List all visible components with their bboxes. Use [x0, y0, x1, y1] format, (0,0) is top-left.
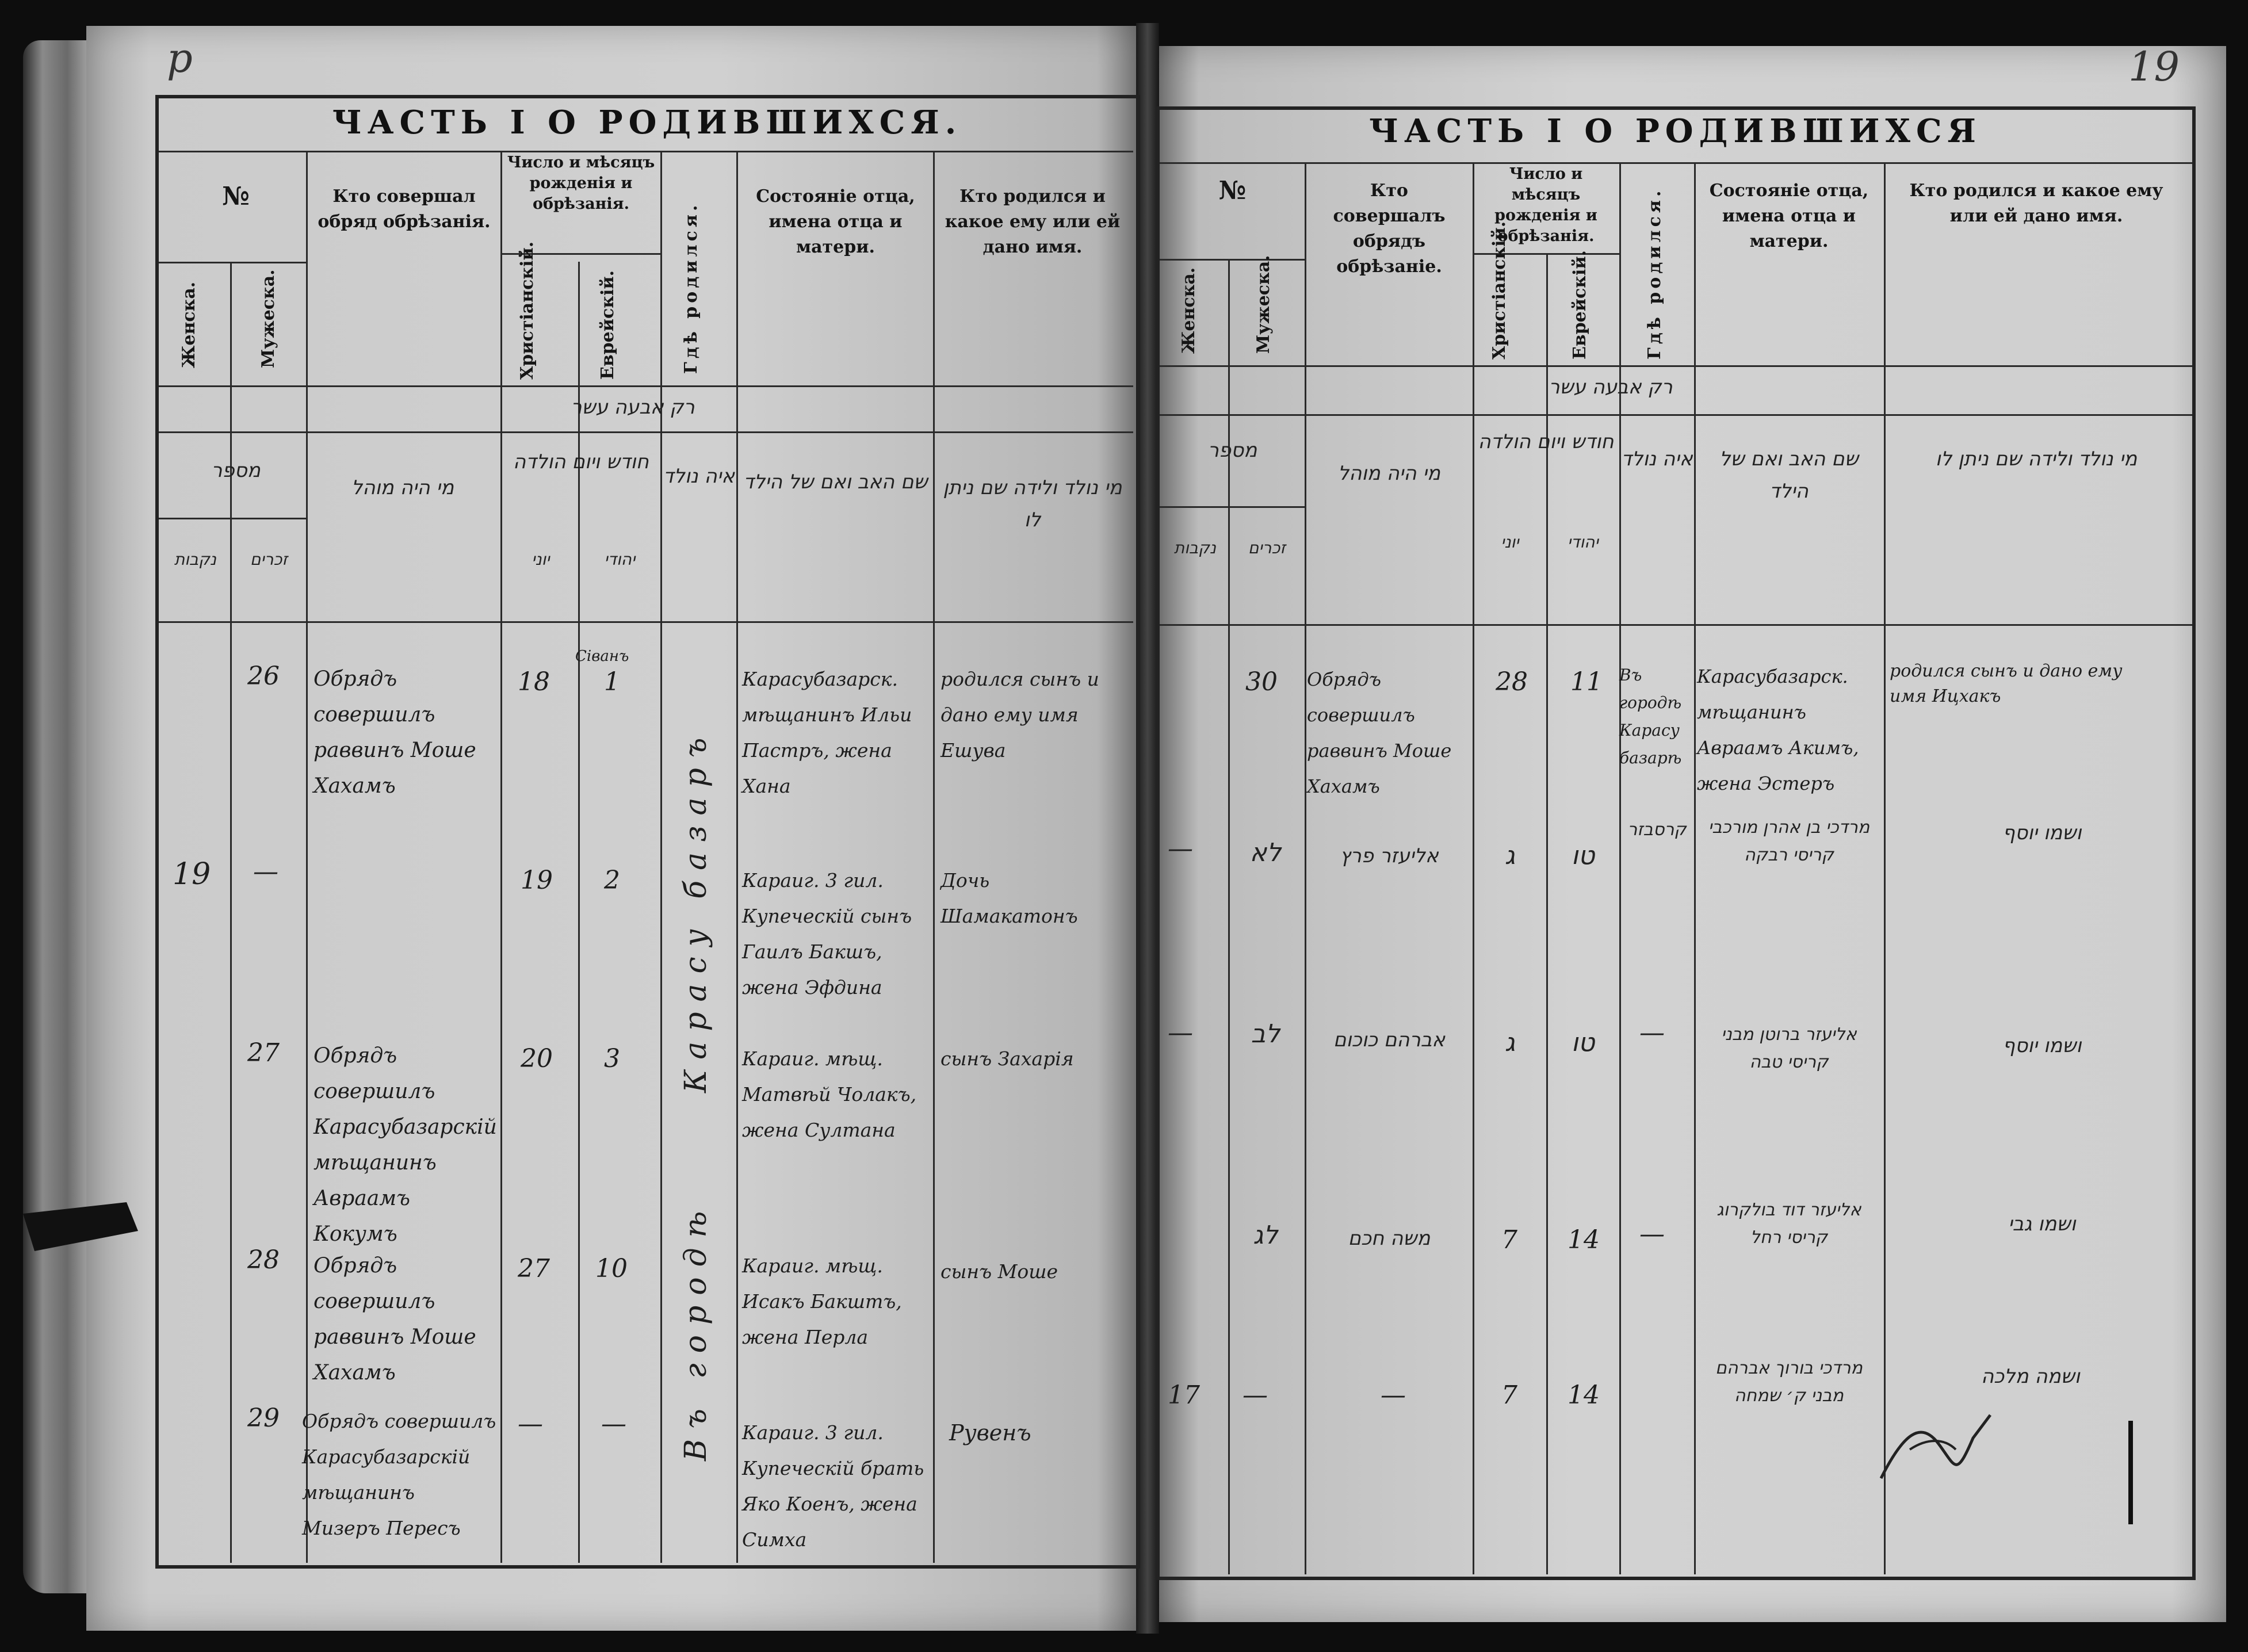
parents-cell: אליעזר ברוטן מבני קריסי טבה: [1721, 1024, 1857, 1072]
female-number: 19: [173, 857, 211, 892]
performer-cell: Обрядъ совершилъ раввинъ Моше Хахамъ: [1307, 668, 1452, 797]
female-number: —: [1168, 834, 1193, 863]
hebrew-male-sub: זכרים: [250, 550, 288, 569]
child-header: Кто родился и какое ему или ей дано имя.: [1909, 181, 2163, 226]
christian-header: Христіанскій.: [1489, 221, 1509, 360]
female-number: 17: [1168, 1381, 1200, 1410]
male-number: 26: [247, 661, 280, 691]
male-number: לא: [1249, 838, 1282, 867]
divider: [1160, 624, 2192, 626]
performer-cell: Обрядъ совершилъ раввинъ Моше Хахамъ: [314, 1254, 476, 1385]
col-divider: [660, 151, 662, 1563]
divider: [1160, 414, 2192, 416]
page-number: 19: [2128, 43, 2180, 90]
left-table-frame: [155, 95, 1140, 1569]
jewish-date: 14: [1568, 1381, 1600, 1410]
child-cell: сынъ Моше: [941, 1260, 1058, 1283]
performer-cell: משה חכם: [1348, 1227, 1431, 1250]
jewish-date: 14: [1568, 1225, 1600, 1255]
child-cell: ושמו גבי: [2008, 1213, 2076, 1236]
date-header: Число и мѣсяцъ рожденія и обрѣзанія.: [507, 154, 655, 213]
christian-date: 19: [521, 866, 553, 895]
parents-cell: מרדכי בורוך אברהם מבני ק׳ שמחה: [1715, 1358, 1863, 1406]
jewish-header: Еврейскій.: [598, 270, 618, 380]
hebrew-female-sub: נקבות: [174, 550, 217, 569]
hebrew-child-header: מי נולד ולידה שם ניתן לו: [1935, 448, 2138, 471]
christian-date: 27: [518, 1254, 550, 1283]
hebrew-place-header: איה נולד: [663, 465, 735, 488]
divider: [159, 518, 306, 519]
jewish-date: טו: [1571, 1028, 1595, 1057]
parents-cell: Карасубазарск. мѣщанинъ Авраамъ Акимъ, жена Эстеръ: [1697, 666, 1859, 794]
place-vertical-text: Карасу базаръ: [679, 727, 713, 1093]
place-header: Гдѣ родился.: [681, 201, 701, 374]
col-divider: [500, 151, 502, 1563]
hebrew-performer-header: מי היה מוהל: [351, 476, 454, 499]
child-cell: ושמה מלכה: [1981, 1365, 2081, 1388]
jewish-month-note: Сіванъ: [575, 648, 629, 665]
hebrew-male-sub: זכרים: [1248, 538, 1286, 557]
hebrew-date-header: חודש ויום הולדה: [513, 450, 649, 473]
female-number: —: [1168, 1018, 1193, 1047]
male-number: —: [1242, 1381, 1268, 1410]
hebrew-parents-header: שם האב ואם של הילד: [743, 471, 928, 494]
performer-cell: אליעזר פרץ: [1340, 844, 1439, 867]
hebrew-place-header: איה נולד: [1621, 448, 1693, 471]
performer-cell: —: [1381, 1381, 1406, 1410]
jewish-date: טו: [1571, 841, 1595, 870]
place-vertical-text-bottom: Въ городѣ: [679, 1200, 713, 1461]
christian-date: 7: [1501, 1225, 1517, 1255]
child-cell: Дочь Шамакатонъ: [941, 869, 1078, 927]
female-header: Женска.: [1179, 267, 1199, 354]
hebrew-date-header: חודש ויום הולדה: [1478, 430, 1614, 453]
place-cell: קרסבזר: [1627, 820, 1687, 840]
hebrew-jewish-sub: יהודי: [1568, 533, 1599, 552]
parents-cell: מרדכי בן אהרן מורכבי קריסי רבקה: [1708, 817, 1870, 865]
number-header: №: [222, 182, 250, 211]
performer-cell: Обрядъ совершилъ Карасубазарскій мѣщанинъ Авраамъ Кокумъ: [314, 1044, 497, 1246]
male-header: Мужеска.: [1253, 255, 1274, 354]
jewish-date: 11: [1570, 667, 1603, 697]
hebrew-child-header: מי נולד ולידה שם ניתן לו: [943, 476, 1122, 531]
hebrew-number-header: מספר: [211, 459, 261, 482]
parents-cell: Караиг. 3 гил. Купеческій сынъ Гаилъ Бакшъ, жена Эфдина: [742, 869, 912, 999]
christian-date: 20: [521, 1044, 553, 1073]
christian-date: —: [518, 1409, 543, 1439]
hebrew-section-title: רק אבעה עשר: [571, 396, 695, 419]
male-header: Мужеска.: [258, 269, 278, 368]
col-divider: [306, 151, 308, 1563]
male-number: לב: [1251, 1019, 1280, 1049]
number-header: №: [1218, 176, 1247, 205]
hebrew-jewish-sub: יהודי: [604, 550, 636, 569]
place-cell: —: [1639, 1018, 1665, 1047]
date-header: Число и мѣсяцъ рожденія и обрѣзанія.: [1494, 165, 1597, 245]
child-cell: ושמו יוסף: [2002, 821, 2082, 844]
jewish-date: 10: [595, 1254, 628, 1283]
col-divider: [1473, 162, 1474, 1574]
parents-cell: Караиг. мѣщ. Исакъ Бакштъ, жена Перла: [742, 1255, 902, 1348]
child-cell: Рувенъ: [949, 1420, 1031, 1446]
divider: [1160, 365, 2192, 367]
christian-date: 7: [1501, 1381, 1517, 1410]
hebrew-parents-header: שם האב ואם של הילד: [1719, 448, 1859, 503]
signature-mark: [1869, 1398, 1996, 1490]
performer-header: Кто совершал обряд обрѣзанія.: [318, 186, 491, 232]
jewish-header: Еврейскій.: [1570, 250, 1590, 360]
jewish-date: 1: [604, 667, 620, 697]
christian-date: 18: [518, 667, 550, 697]
performer-cell: Обрядъ совершилъ Карасубазарскій мѣщанинъ Мизеръ Пересъ: [302, 1410, 496, 1539]
parents-cell: Караиг. мѣщ. Матвѣй Чолакъ, жена Султана: [742, 1047, 917, 1141]
divider: [1160, 162, 2192, 164]
place-cell: —: [1639, 1219, 1665, 1249]
male-number: לג: [1253, 1221, 1278, 1250]
divider: [159, 385, 1133, 387]
divider: [159, 431, 1133, 433]
child-cell: ושמו יוסף: [2002, 1034, 2082, 1057]
bookmark-ribbon: [23, 1196, 138, 1260]
christian-date: ג: [1504, 841, 1516, 870]
male-number: 28: [247, 1245, 280, 1275]
jewish-date: 3: [604, 1044, 620, 1073]
parents-cell: Карасубазарск. мѣщанинъ Ильи Пастръ, жена Ханa: [742, 668, 912, 797]
divider: [159, 621, 1133, 623]
child-cell: сынъ Захарія: [941, 1047, 1074, 1070]
col-divider: [1884, 162, 1886, 1574]
col-divider: [1305, 162, 1306, 1574]
parents-header: Состояніе отца, имена отца и матери.: [1709, 181, 1869, 251]
divider: [1160, 506, 1305, 508]
male-number: —: [253, 857, 278, 886]
child-cell: родился сынъ и дано ему имя Ешува: [941, 668, 1099, 762]
christian-header: Христіанскій.: [517, 241, 537, 380]
christian-date: 28: [1496, 667, 1528, 697]
right-page-title: ЧАСТЬ I О РОДИВШИХСЯ: [1369, 112, 1982, 150]
jewish-date: 2: [604, 866, 620, 895]
ink-stroke: [2128, 1421, 2133, 1524]
hebrew-section-title: רק אבעה עשר: [1549, 376, 1673, 399]
hebrew-christian-sub: יוני: [532, 550, 550, 569]
hebrew-number-header: מספר: [1207, 439, 1257, 462]
child-cell: родился сынъ и дано ему имя Ицхакъ: [1890, 661, 2123, 706]
performer-cell: אברהם כוכום: [1333, 1028, 1446, 1051]
male-number: 27: [247, 1038, 280, 1068]
hebrew-performer-header: מי היה מוהל: [1337, 462, 1441, 485]
female-header: Женска.: [179, 281, 199, 368]
performer-header: Кто совершалъ обрядъ обрѣзаніе.: [1333, 181, 1446, 277]
child-header: Кто родился и какое ему или ей дано имя.: [945, 186, 1121, 257]
col-divider: [736, 151, 738, 1563]
christian-date: ג: [1504, 1028, 1516, 1057]
parents-cell: Караиг. 3 гил. Купеческій брать Яко Коенъ, жена Симха: [742, 1421, 924, 1551]
parents-cell: אליעזר דוד בולקרוג קריסי רחל: [1716, 1200, 1861, 1248]
divider: [1160, 259, 1305, 261]
place-cell: Въ городѣ Карасу базарѣ: [1619, 666, 1682, 767]
divider: [159, 262, 306, 263]
performer-cell: Обрядъ совершилъ раввинъ Моше Хахамъ: [314, 667, 476, 798]
hebrew-female-sub: נקבות: [1173, 538, 1217, 557]
parents-header: Состояніе отца, имена отца и матери.: [756, 186, 915, 257]
male-number: 30: [1245, 667, 1278, 697]
col-divider: [933, 151, 935, 1563]
jewish-date: —: [601, 1409, 626, 1439]
male-number: 29: [247, 1404, 280, 1433]
left-corner-mark: р: [167, 35, 193, 82]
place-header: Гдѣ родился.: [1645, 187, 1665, 360]
hebrew-christian-sub: יוני: [1501, 533, 1519, 552]
left-page-title: ЧАСТЬ I О РОДИВШИХСЯ.: [332, 104, 962, 142]
